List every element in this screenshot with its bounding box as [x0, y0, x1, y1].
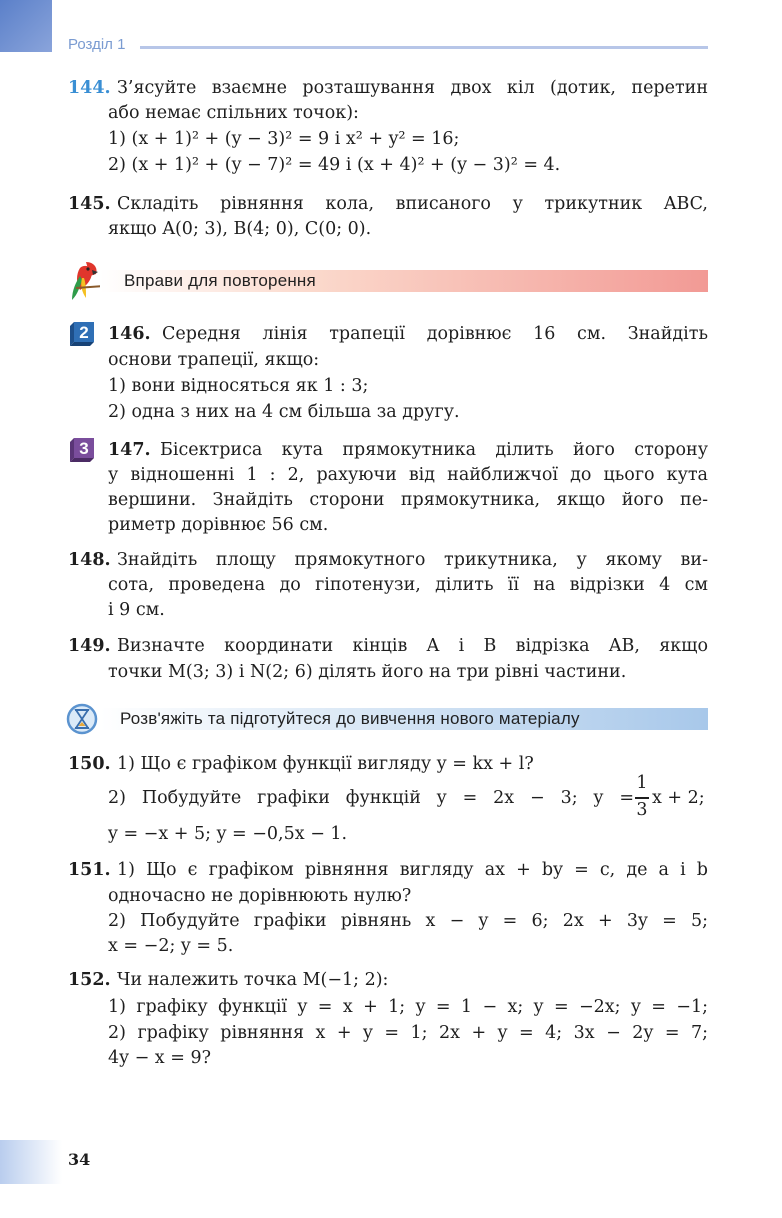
problem-text: і 9 см. [108, 600, 165, 620]
fraction-numerator: 1 [636, 773, 648, 793]
level-2-badge-icon [68, 318, 96, 346]
section-label: Розділ 1 [68, 36, 126, 53]
problem-text: Бісектриса кута прямокутника ділить його сторону [160, 440, 708, 460]
hourglass-icon [66, 703, 98, 735]
header-rule [140, 46, 708, 49]
problem-text: 4y − x = 9? [108, 1048, 211, 1068]
problem-number: 151. [68, 860, 111, 880]
problem-text: вершини. Знайдіть сторони прямокутника, якщо його пе- [108, 490, 708, 510]
problem-text: y = −x + 5; y = −0,5x − 1. [108, 824, 348, 844]
problem-number: 144. [68, 78, 111, 98]
problem-text: 2) графіку рівняння x + y = 1; 2x + y = 4; 3x − 2y = 7; [108, 1023, 708, 1043]
problem-text: 2) Побудуйте графіки рівнянь x − y = 6; 2x + 3y = 5; [108, 911, 708, 931]
problem-text: у відношенні 1 : 2, рахуючи від найближчої до цього кута [108, 465, 708, 485]
problem-number: 145. [68, 194, 111, 214]
problem-text: або немає спільних точок): [108, 103, 359, 123]
svg-text:2: 2 [79, 323, 89, 342]
problem-text: сота, проведена до гіпотенузи, ділить її на відрізки 4 см [108, 575, 708, 595]
problem-number: 150. [68, 754, 111, 774]
problem-text: 2) Побудуйте графіки функцій y = 2x − 3; y = [108, 788, 634, 808]
prepare-banner [100, 708, 708, 730]
corner-decoration [0, 1140, 62, 1184]
problem-text: 1) Що є графіком рівняння вигляду ax + by = c, де a і b [117, 860, 708, 880]
problem-text: Складіть рівняння кола, вписаного у трикутник ABC, [117, 194, 708, 214]
problem-text: одночасно не дорівнюють нулю? [108, 886, 412, 906]
problem-text: 2) одна з них на 4 см більша за другу. [108, 402, 460, 422]
page-number: 34 [68, 1150, 91, 1169]
problem-text: Середня лінія трапеції дорівнює 16 см. Знайдіть [162, 324, 708, 344]
problem-text: 1) вони відносяться як 1 : 3; [108, 376, 369, 396]
problem-text: точки M(3; 3) і N(2; 6) ділять його на три рівні частини. [108, 662, 627, 682]
problem-text: якщо A(0; 3), B(4; 0), C(0; 0). [108, 219, 372, 239]
prepare-banner-title: Розв'яжіть та підготуйтеся до вивчення нового матеріалу [120, 709, 580, 728]
problem-text: З’ясуйте взаємне розташування двох кіл (дотик, перетин [117, 78, 708, 98]
problem-number: 146. [108, 324, 151, 344]
fraction-bar [635, 797, 649, 799]
problem-text: Чи належить точка M(−1; 2): [117, 970, 389, 990]
problem-text: Визначте координати кінців A і B відрізка AB, якщо [117, 636, 708, 656]
problem-text: 2) (x + 1)² + (y − 7)² = 49 і (x + 4)² + (y − 3)² = 4. [108, 155, 561, 175]
problem-text: 1) графіку функції y = x + 1; y = 1 − x; y = −2x; y = −1; [108, 997, 708, 1017]
problem-number: 147. [108, 440, 151, 460]
problem-text: x = −2; y = 5. [108, 936, 234, 956]
problem-number: 149. [68, 636, 111, 656]
problem-text: риметр дорівнює 56 см. [108, 515, 329, 535]
fraction-denominator: 3 [636, 800, 648, 820]
problem-text: Знайдіть площу прямокутного трикутника, у якому ви- [117, 550, 708, 570]
problem-text: 1) (x + 1)² + (y − 3)² = 9 і x² + y² = 16; [108, 129, 460, 149]
problem-text: x + 2; [652, 788, 705, 808]
corner-decoration [0, 0, 52, 52]
review-banner [100, 270, 708, 292]
problem-text: 1) Що є графіком функції вигляду y = kx + l? [117, 754, 534, 774]
problem-number: 148. [68, 550, 111, 570]
problem-text: основи трапеції, якщо: [108, 350, 320, 370]
problem-number: 152. [68, 970, 111, 990]
svg-text:3: 3 [79, 439, 89, 458]
level-3-badge-icon [68, 434, 96, 462]
review-banner-title: Вправи для повторення [124, 271, 316, 290]
